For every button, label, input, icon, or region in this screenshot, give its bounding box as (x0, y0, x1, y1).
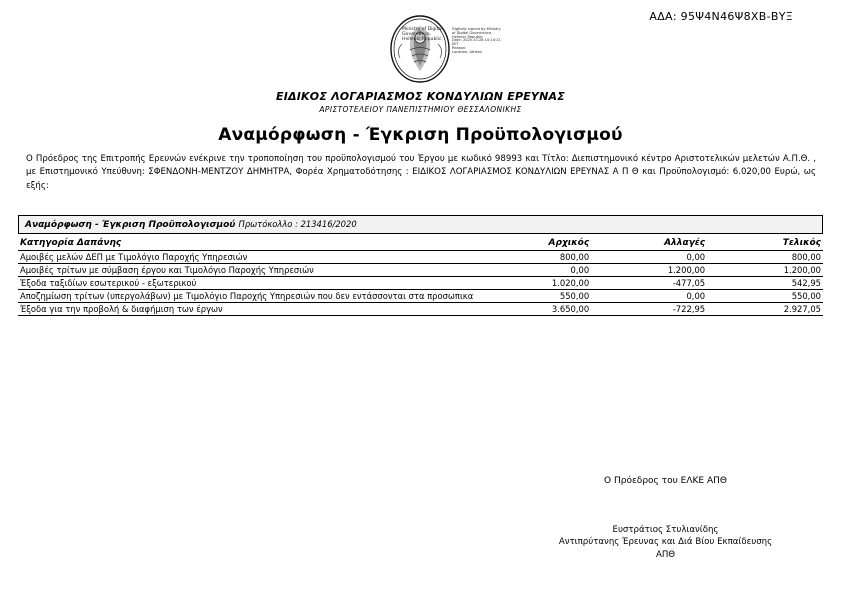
signature-block (0, 524, 841, 561)
table-row (18, 303, 823, 316)
cell-initial: 1.020,00 (475, 277, 591, 290)
cell-initial: 3.650,00 (475, 303, 591, 316)
cell-final: 542,95 (707, 277, 823, 290)
cell-category: Αποζημίωση τρίτων (υπεργολάβων) με Τιμολόγιο Παροχής Υπηρεσιών που δεν εντάσσονται στα προσωπικα (20, 291, 474, 301)
organization-subtitle: ΑΡΙΣΤΟΤΕΛΕΙΟΥ ΠΑΝΕΠΙΣΤΗΜΙΟΥ ΘΕΣΣΑΛΟΝΙΚΗΣ (319, 105, 522, 114)
cell-category: Έξοδα για την προβολή & διαφήμιση των έργων (18, 303, 475, 316)
protocol-label: Πρωτόκολλο : 213416/2020 (238, 219, 357, 229)
signatory-position: Αντιπρύτανης Έρευνας και Διά Βίου Εκπαίδευσης (558, 537, 773, 548)
cell-final: 550,00 (707, 290, 823, 303)
document-header (0, 14, 841, 114)
cell-initial: 550,00 (475, 290, 591, 303)
cell-category: Έξοδα ταξιδίων εσωτερικού - εξωτερικού (18, 277, 475, 290)
cell-final: 1.200,00 (707, 264, 823, 277)
cell-changes: 0,00 (591, 290, 707, 303)
table-row (18, 277, 823, 290)
cell-initial: 0,00 (475, 264, 591, 277)
section-header (18, 215, 823, 234)
column-header-final: Τελικός (707, 237, 823, 251)
table-header-row (18, 237, 823, 251)
column-header-category: Κατηγορία Δαπάνης (18, 237, 475, 251)
signature-role-label: Ο Πρόεδρος του ΕΛΚΕ ΑΠΘ (604, 476, 727, 486)
stamp-left-text: Ministry of Digital Governance, Hellenic Republic (402, 27, 443, 42)
cell-changes: -722,95 (591, 303, 707, 316)
coat-of-arms-icon (388, 14, 452, 84)
cell-final: 800,00 (707, 251, 823, 264)
section-header-label: Αναμόρφωση - Έγκριση Προϋπολογισμού (25, 220, 236, 230)
column-header-changes: Αλλαγές (591, 237, 707, 251)
table-row (18, 264, 823, 277)
cell-changes: -477,05 (591, 277, 707, 290)
cell-category: Αμοιβές τρίτων με σύμβαση έργου και Τιμολόγιο Παροχής Υπηρεσιών (18, 264, 475, 277)
table-row (18, 251, 823, 264)
page-title: Αναμόρφωση - Έγκριση Προϋπολογισμού (218, 125, 623, 145)
signatory-name: Ευστράτιος Στυλιανίδης (612, 525, 719, 535)
cell-category: Αμοιβές μελών ΔΕΠ με Τιμολόγιο Παροχής Υπηρεσιών (18, 251, 475, 264)
table-row (18, 290, 823, 303)
cell-final: 2.927,05 (707, 303, 823, 316)
signatory-institution: ΑΠΘ (655, 549, 676, 560)
stamp-right-text: Digitally signed by Ministry of Digital Governance, Hellenic Republic Date: 2020.10.28 10:14:21 EET Reason: Location: Athens (452, 27, 501, 54)
intro-paragraph: Ο Πρόεδρος της Επιτροπής Ερευνών ενέκρινε την τροποποίηση του προϋπολογισμού του Έργου με κωδικό 98993 και Τίτλο: Διεπιστημονικό κέντρο Αριστοτελικών μελετών Α.Π.Θ. , με Επιστημονικό Υπεύθυνη: ΣΦΕΝΔΟΝΗ-ΜΕΝΤΖΟΥ ΔΗΜΗΤΡΑ, Φορέα Χρηματοδότησης : ΕΙΔΙΚΟΣ ΛΟΓΑΡΙΑΣΜΟΣ ΚΟΝΔΥΛΙΩΝ ΕΡΕΥΝΑΣ Α Π Θ και Προϋπολογισμό: 6.020,00 Ευρώ, ως εξής: (26, 154, 816, 191)
column-header-initial: Αρχικός (475, 237, 591, 251)
organization-name: ΕΙΔΙΚΟΣ ΛΟΓΑΡΙΑΣΜΟΣ ΚΟΝΔΥΛΙΩΝ ΕΡΕΥΝΑΣ (276, 90, 565, 103)
budget-table (18, 237, 823, 316)
cell-changes: 0,00 (591, 251, 707, 264)
signature-role (0, 476, 841, 486)
cell-changes: 1.200,00 (591, 264, 707, 277)
emblem-row (0, 14, 841, 86)
budget-table-section (18, 215, 823, 316)
ada-code: ΑΔΑ: 95Ψ4Ν46Ψ8ΧΒ-ΒΥΞ (649, 10, 793, 23)
cell-initial: 800,00 (475, 251, 591, 264)
